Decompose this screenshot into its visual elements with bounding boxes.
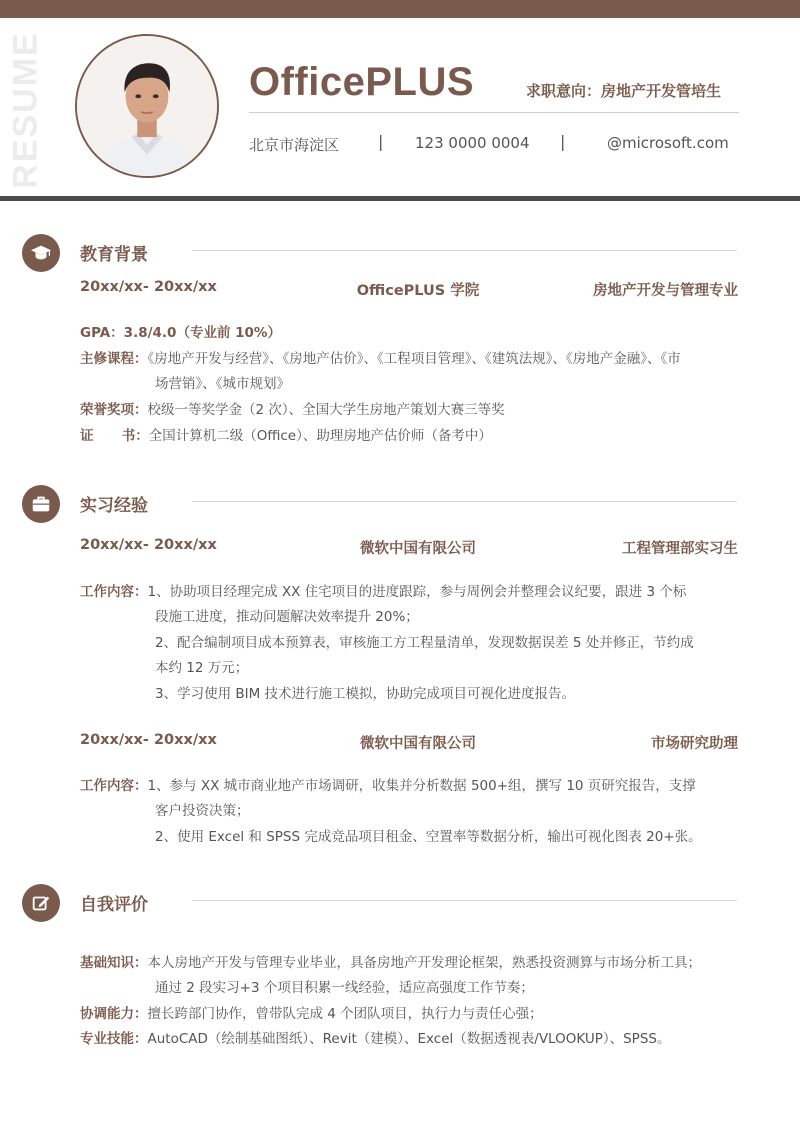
resume-name: OfficePLUS: [249, 60, 475, 104]
resume-watermark: RESUME: [6, 31, 45, 189]
basic-text-cont: 通过 2 段实习+3 个项目积累一线经验，适应高强度工作节奏；: [155, 980, 534, 996]
coord-text: 擅长跨部门协作，曾带队完成 4 个团队项目，执行力与责任心强；: [147, 1006, 543, 1022]
section-divider: [192, 250, 737, 251]
section-title-internship: 实习经验: [80, 496, 148, 516]
education-honors: [80, 398, 505, 418]
self-eval-coordination: [80, 1002, 543, 1022]
job-content-line: 2、配合编制项目成本预算表，审核施工方工程量清单，发现数据误差 5 处并修正，节约成: [155, 635, 694, 651]
job-role: 工程管理部实习生: [622, 541, 738, 557]
basic-label: 基础知识：: [80, 955, 148, 971]
self-eval-basic: [80, 951, 701, 971]
job-content-line: 客户投资决策；: [155, 803, 250, 819]
skill-label: 专业技能：: [80, 1031, 148, 1047]
top-accent-bar: [0, 0, 800, 18]
education-gpa: GPA：3.8/4.0（专业前 10%）: [80, 325, 281, 341]
job-content-line: 3、学习使用 BIM 技术进行施工模拟，协助完成项目可视化进度报告。: [155, 686, 576, 702]
job-content: [80, 774, 696, 794]
education-date: 20xx/xx- 20xx/xx: [80, 279, 217, 295]
section-divider: [192, 501, 737, 502]
briefcase-icon: [22, 485, 60, 523]
job-content-label: 工作内容：: [80, 778, 148, 794]
honors-label: 荣誉奖项：: [80, 402, 148, 418]
contact-phone: 123 0000 0004: [415, 134, 530, 152]
avatar: [75, 34, 219, 178]
job-company: 微软中国有限公司: [360, 736, 476, 752]
coord-label: 协调能力：: [80, 1006, 148, 1022]
job-content-line: 1、参与 XX 城市商业地产市场调研，收集并分析数据 500+组，撰写 10 页研究报告，支撑: [147, 778, 696, 794]
education-school: OfficePLUS 学院: [356, 283, 480, 299]
education-courses: [80, 347, 681, 367]
education-certificates: [80, 424, 492, 444]
job-date: 20xx/xx- 20xx/xx: [80, 537, 217, 553]
cert-text: 全国计算机二级（Office）、助理房地产估价师（备考中）: [148, 428, 492, 444]
job-content-label: 工作内容：: [80, 584, 148, 600]
courses-label: 主修课程：: [80, 351, 148, 367]
job-content-line: 段施工进度，推动问题解决效率提升 20%；: [155, 609, 419, 625]
courses-text: 《房地产开发与经营》、《房地产估价》、《工程项目管理》、《建筑法规》、《房地产金融》、《市: [147, 351, 681, 367]
section-title-self-eval: 自我评价: [80, 895, 148, 915]
contact-separator: |: [378, 132, 384, 151]
header-divider: [249, 112, 739, 113]
skill-text: AutoCAD（绘制基础图纸）、Revit（建模）、Excel（数据透视表/VLOOKUP）、SPSS。: [147, 1031, 671, 1047]
job-intent: 求职意向：房地产开发管培生: [526, 82, 722, 100]
courses-text-cont: 场营销》、《城市规划》: [155, 376, 290, 392]
basic-text: 本人房地产开发与管理专业毕业，具备房地产开发理论框架，熟悉投资测算与市场分析工具；: [147, 955, 701, 971]
contact-separator: |: [560, 132, 566, 151]
honors-text: 校级一等奖学金（2 次）、全国大学生房地产策划大赛三等奖: [147, 402, 505, 418]
graduation-cap-icon: [22, 234, 60, 272]
education-major: 房地产开发与管理专业: [593, 283, 738, 299]
job-date: 20xx/xx- 20xx/xx: [80, 732, 217, 748]
cert-label: 证 书：: [80, 428, 149, 444]
job-content: [80, 580, 686, 600]
edit-icon: [22, 884, 60, 922]
job-role: 市场研究助理: [651, 736, 738, 752]
job-content-line: 2、使用 Excel 和 SPSS 完成竞品项目租金、空置率等数据分析，输出可视化图表 20+张。: [155, 829, 702, 845]
section-title-education: 教育背景: [80, 245, 148, 265]
contact-email: @microsoft.com: [607, 134, 729, 152]
header-bottom-bar: [0, 196, 800, 201]
section-divider: [192, 900, 737, 901]
contact-location: 北京市海淀区: [249, 136, 340, 154]
avatar-portrait-icon: [77, 36, 217, 176]
job-company: 微软中国有限公司: [360, 541, 476, 557]
job-content-line: 本约 12 万元；: [155, 660, 249, 676]
self-eval-skills: [80, 1027, 670, 1047]
job-content-line: 1、协助项目经理完成 XX 住宅项目的进度跟踪，参与周例会并整理会议纪要，跟进 3 个标: [147, 584, 687, 600]
